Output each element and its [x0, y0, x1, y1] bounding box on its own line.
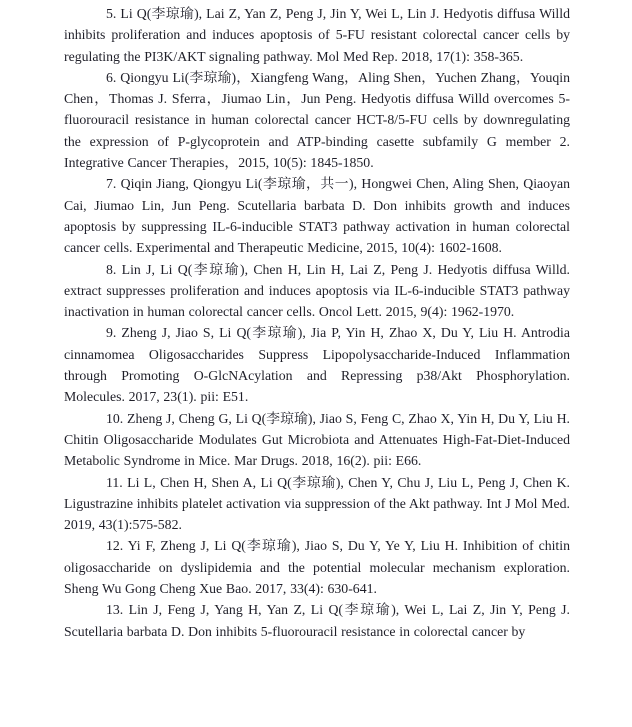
reference-13: 13. Lin J, Feng J, Yang H, Yan Z, Li Q(李琼瑜), Wei L, Lai Z, Jin Y, Peng J. Scutellaria barbata D. Don inhibits 5-fluorouracil resistance in colorectal cancer by: [64, 602, 570, 639]
reference-5: 5. Li Q(李琼瑜), Lai Z, Yan Z, Peng J, Jin Y, Wei L, Lin J. Hedyotis diffusa Willd inhibits proliferation and induces apoptosis of 5-FU resistant colorectal cancer cells by regulating the PI3K/AKT signaling pathway. Mol Med Rep. 2018, 17(1): 358-365.: [64, 6, 570, 64]
reference-7: 7. Qiqin Jiang, Qiongyu Li(李琼瑜，共一), Hongwei Chen, Aling Shen, Qiaoyan Cai, Jiumao Lin, Jun Peng. Scutellaria barbata D. Don inhibits growth and induces apoptosis by suppressing IL-6-inducible STAT3 pathway activation in human colorectal cancer cells. Experimental and Therapeutic Medicine, 2015, 10(4): 1602-1608.: [64, 176, 570, 256]
reference-12: 12. Yi F, Zheng J, Li Q(李琼瑜), Jiao S, Du Y, Ye Y, Liu H. Inhibition of chitin oligosaccharide on dyslipidemia and the potential molecular mechanism exploration. Sheng Wu Gong Cheng Xue Bao. 2017, 33(4): 630-641.: [64, 538, 570, 597]
reference-9: 9. Zheng J, Jiao S, Li Q(李琼瑜), Jia P, Yin H, Zhao X, Du Y, Liu H. Antrodia cinnamomea Oligosaccharides Suppress Lipopolysaccharide-Induced Inflammation through Promoting O-GlcNAcylation and Repressing p38/Akt Phosphorylation. Molecules. 2017, 23(1). pii: E51.: [64, 325, 570, 405]
reference-8: 8. Lin J, Li Q(李琼瑜), Chen H, Lin H, Lai Z, Peng J. Hedyotis diffusa Willd. extract suppresses proliferation and induces apoptosis via IL-6-inducible STAT3 pathway inactivation in human colorectal cancer cells. Oncol Lett. 2015, 9(4): 1962-1970.: [64, 261, 570, 320]
reference-11: 11. Li L, Chen H, Shen A, Li Q(李琼瑜), Chen Y, Chu J, Liu L, Peng J, Chen K. Ligustrazine inhibits platelet activation via suppression of the Akt pathway. Int J Mol Med. 2019, 43(1):575-582.: [64, 474, 570, 533]
reference-10: 10. Zheng J, Cheng G, Li Q(李琼瑜), Jiao S, Feng C, Zhao X, Yin H, Du Y, Liu H. Chitin Oligosaccharide Modulates Gut Microbiota and Attenuates High-Fat-Diet-Induced Metabolic Syndrome in Mice. Mar Drugs. 2018, 16(2). pii: E66.: [64, 410, 570, 469]
reference-6: 6. Qiongyu Li(李琼瑜)，Xiangfeng Wang，Aling Shen，Yuchen Zhang，Youqin Chen，Thomas J. Sferra，Jiumao Lin，Jun Peng. Hedyotis diffusa Willd overcomes 5-fluorouracil resistance in human colorectal cancer HCT-8/5-FU cells by downregulating the expression of P-glycoprotein and ATP-binding casette subfamily G member 2. Integrative Cancer Therapies，2015, 10(5): 1845-1850.: [64, 69, 570, 171]
